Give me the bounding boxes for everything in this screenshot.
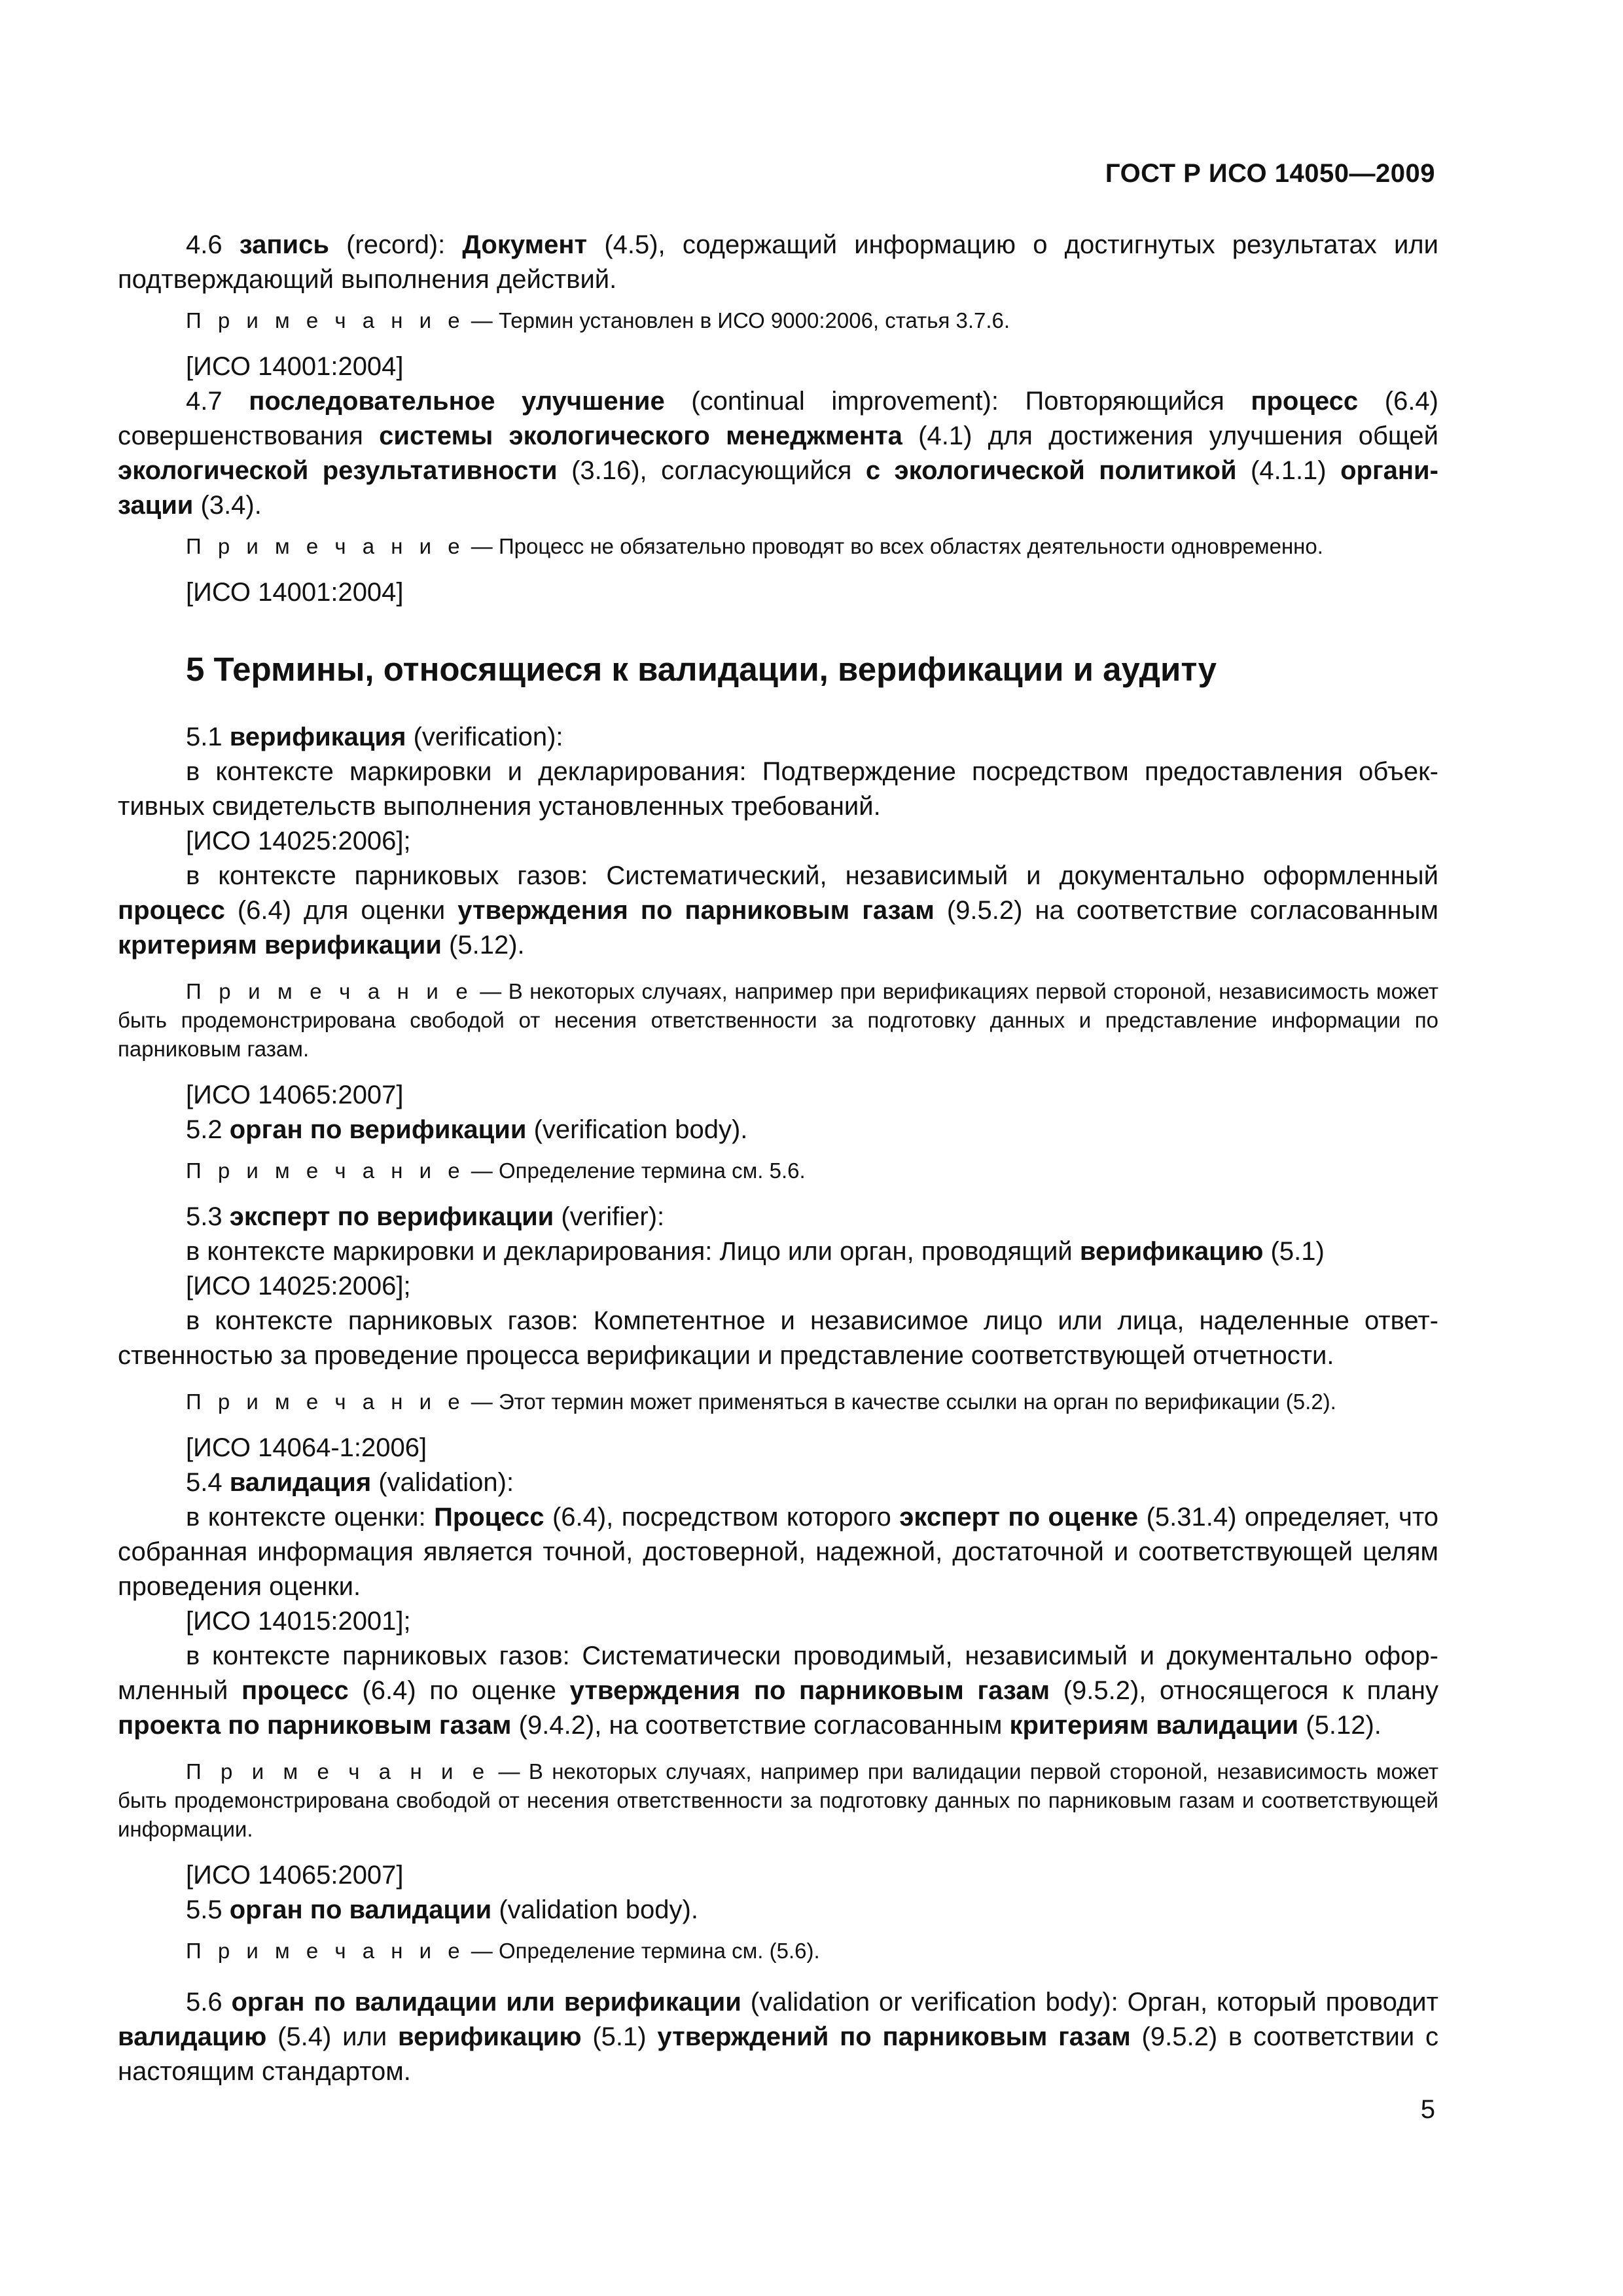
note-5-3: П р и м е ч а н и е — Этот термин может применяться в качестве ссылки на орган по верификации (5.2). <box>186 1390 1336 1414</box>
term-5-4: 5.4 валидация (validation): <box>186 1468 514 1497</box>
context-labeling: в контексте маркировки и декларирования: Подтверждение посредством предоставления объективных свидетельств выполнения установленных требований. <box>118 757 1438 821</box>
term-title: эксперт по верификации <box>229 1202 554 1231</box>
context-ghg: в контексте парниковых газов: Систематически проводимый, независимый и документально оформленный процесс (6.4) по оценке утверждения по парниковым газам (9.5.2), относящегося к плану проекта по парниковым газам (9.4.2), на соответствие согласованным критериям валидации (5.12). <box>118 1641 1439 1740</box>
note-5-1: П р и м е ч а н и е — В некоторых случаях, например при верификациях первой стороной, независимость может быть продемонстрирована свободой от несения ответственности за подготовку данных и представление информации по парниковым газам. <box>118 979 1439 1061</box>
reference: [ИСО 14025:2006]; <box>186 827 411 855</box>
section-5-title: 5 Термины, относящиеся к валидации, верификации и аудиту <box>186 651 1217 688</box>
reference: [ИСО 14025:2006]; <box>186 1272 411 1300</box>
term-5-6: 5.6 орган по валидации или верификации (validation or verification body): Орган, который проводит валидацию (5.4) или верификацию (5.1) утверждений по парниковым газам (9.5.2) в соответствии с настоящим стандартом. <box>118 1988 1439 2086</box>
term-5-2: 5.2 орган по верификации (verification body). <box>186 1115 748 1144</box>
term-4-6: 4.6 запись (record): Документ (4.5), содержащий информацию о достигнутых результатах или подтверждающий выполнения действий. <box>118 230 1438 294</box>
document-header: ГОСТ Р ИСО 14050—2009 <box>1105 159 1435 188</box>
term-4-7: 4.7 последовательное улучшение (continual improvement): Повторяющийся процесс (6.4) совершенствования системы экологического менеджмента (4.1) для достижения улучшения общей экологической результативности (3.16), согласующийся с экологической политикой (4.1.1) организации (3.4). <box>118 387 1438 520</box>
reference: [ИСО 14001:2004] <box>186 578 404 607</box>
term-title: орган по валидации <box>229 1895 492 1924</box>
note-5-2: П р и м е ч а н и е — Определение термина см. 5.6. <box>186 1158 806 1183</box>
term-title: орган по валидации или верификации <box>231 1988 741 2017</box>
reference: [ИСО 14065:2007] <box>186 1081 404 1109</box>
term-5-5: 5.5 орган по валидации (validation body). <box>186 1895 698 1924</box>
term-title: верификация <box>229 723 406 751</box>
reference: [ИСО 14001:2004] <box>186 352 404 381</box>
term-title: запись <box>239 230 329 259</box>
note-5-4: П р и м е ч а н и е — В некоторых случаях, например при валидации первой стороной, независимость может быть продемонстрирована свободой от несения ответственности за подготовку данных по парниковым газам и соответствующей информации. <box>118 1759 1438 1841</box>
note-4-7: П р и м е ч а н и е — Процесс не обязательно проводят во всех областях деятельности одновременно. <box>186 534 1323 558</box>
context-ghg: в контексте парниковых газов: Компетентное и независимое лицо или лица, наделенные ответственностью за проведение процесса верификации и представление соответствующей отчетности. <box>118 1306 1438 1370</box>
term-title: последовательное улучшение <box>249 387 665 416</box>
term-5-3: 5.3 эксперт по верификации (verifier): <box>186 1202 665 1231</box>
context-ghg: в контексте парниковых газов: Систематический, независимый и документально оформленный процесс (6.4) для оценки утверждения по парниковым газам (9.5.2) на соответствие согласованным критериям верификации (5.12). <box>118 861 1439 960</box>
reference: [ИСО 14065:2007] <box>186 1861 404 1890</box>
context-labeling: в контексте маркировки и декларирования: Лицо или орган, проводящий верификацию (5.1) <box>186 1237 1325 1266</box>
term-title: валидация <box>229 1468 372 1497</box>
page-content <box>118 228 1438 2089</box>
term-title: орган по верификации <box>229 1115 527 1144</box>
context-assessment: в контексте оценки: Процесс (6.4), посредством которого эксперт по оценке (5.31.4) определяет, что собранная информация является точной, достоверной, надежной, достаточной и соответствующей целям проведения оценки. <box>118 1503 1438 1601</box>
page-number: 5 <box>1420 2095 1435 2124</box>
reference: [ИСО 14015:2001]; <box>186 1607 411 1636</box>
note-4-6: П р и м е ч а н и е — Термин установлен в ИСО 9000:2006, статья 3.7.6. <box>186 308 1010 332</box>
note-5-5: П р и м е ч а н и е — Определение термина см. (5.6). <box>186 1939 820 1963</box>
reference: [ИСО 14064-1:2006] <box>186 1433 427 1462</box>
term-5-1: 5.1 верификация (verification): <box>186 723 563 751</box>
